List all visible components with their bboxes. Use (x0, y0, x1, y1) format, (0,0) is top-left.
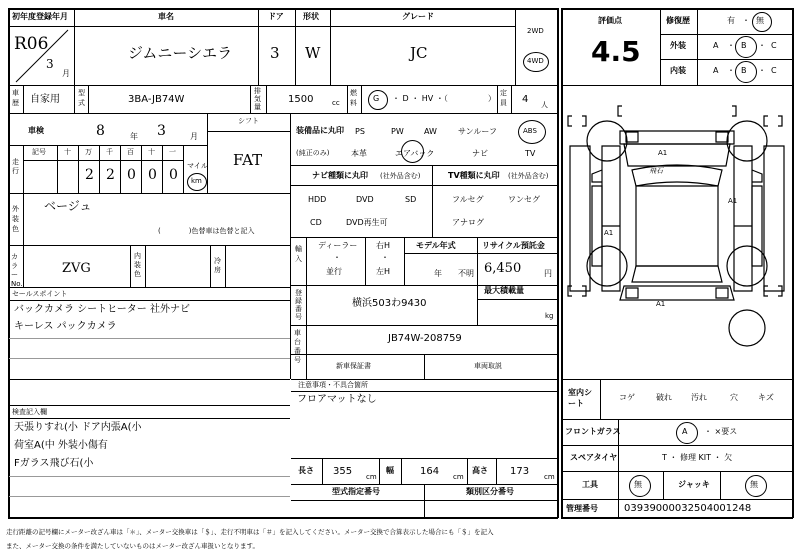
equip-leather: 本革 (351, 149, 367, 158)
recycle-value: 6,450 (484, 261, 522, 276)
inspector-line-1: 天張りすれ(小 ドア内張A(小 (14, 422, 142, 433)
model-code-value: 3BA-JB74W (128, 94, 185, 105)
displacement-value: 1500 (288, 94, 314, 105)
tv-oneseg: ワンセグ (508, 195, 540, 204)
model-year-label: モデル年式 (416, 241, 456, 250)
inspector-line-2: 荷室A(中 外装小傷有 (14, 440, 108, 451)
tv-type-sub: (社外品含む) (508, 172, 549, 180)
tv-type-label: TV種類に丸印 (448, 171, 500, 180)
shape-label: 形状 (303, 12, 319, 21)
door-value: 3 (270, 44, 280, 62)
km-unit: km (191, 177, 202, 185)
int-dot-2: ・ (758, 66, 766, 75)
max-load-label: 最大積載量 (484, 286, 524, 295)
width-value: 164 (420, 466, 440, 477)
recycle-unit: 円 (544, 269, 552, 278)
height-value: 173 (510, 466, 530, 477)
equip-airbag: エアバック (395, 149, 435, 158)
ac-label: 冷房 (214, 257, 221, 274)
mileage-digit-5: 0 (169, 167, 178, 183)
inspection-year-unit: 年 (130, 132, 138, 141)
class-no-label: 類別区分番号 (466, 487, 514, 496)
color-label: 外装色 (12, 205, 19, 233)
inspection-month-unit: 月 (190, 132, 198, 141)
repaint-note: ( )色替車は色替と記入 (158, 227, 255, 235)
footer-note-1: 走行距離の記号欄にメーター改ざん車は「＊」、メーター交換車は「＄」、走行不明車は「＃」を記入してください。メーター交換で合算表示した場合にも「＄」を記入 (6, 528, 494, 536)
car-damage-diagram (562, 86, 792, 379)
usage-label: 車歴 (12, 89, 19, 107)
capacity-unit: 人 (541, 101, 548, 109)
model-year-unknown: 不明 (458, 269, 474, 278)
vehicle-manual: 車両取説 (474, 362, 502, 370)
sales-line-2: キーレス パックカメラ (14, 321, 117, 332)
mile-unit: マイル (187, 162, 208, 170)
footer-note-2: また、メーター交換の条件を満たしていないものはメーター改ざん車扱いとなります。 (6, 542, 259, 550)
digit-head-4: 百 (127, 148, 134, 156)
digit-head-5: 十 (148, 148, 155, 156)
damage-mark-roof: 飛石 (649, 167, 663, 175)
inspection-year: 8 (96, 123, 105, 139)
interior-color-label: 内装色 (134, 252, 141, 278)
inspection-label: 車検 (28, 126, 44, 135)
shift-label: シフト (238, 117, 259, 125)
interior-label: 内装 (670, 66, 686, 75)
notes-value: フロアマットなし (297, 394, 377, 405)
notes-label: 注意事項・不具合箇所 (298, 381, 368, 389)
exterior-label: 外装 (670, 41, 686, 50)
displacement-label: 排気量 (254, 87, 261, 111)
int-a: A (713, 66, 719, 75)
equip-abs: ABS (523, 127, 537, 135)
mileage-label: 走行 (12, 158, 19, 175)
nav-dvd-play: DVD再生可 (346, 218, 388, 227)
int-c: C (771, 66, 777, 75)
width-unit: cm (453, 473, 464, 481)
color-value: ベージュ (44, 199, 92, 213)
repair-yes: 有 (727, 16, 735, 25)
damage-mark-right: A1 (728, 197, 738, 205)
first-reg-month-unit: 月 (62, 69, 70, 78)
score-value: 4.5 (591, 35, 641, 68)
mileage-digit-4: 0 (148, 167, 157, 183)
int-dot-1: ・ (727, 66, 735, 75)
capacity-label: 定員 (500, 89, 507, 107)
mgmt-value: 03939000032504001248 (624, 503, 752, 514)
seat-hole: 穴 (730, 393, 738, 402)
chassis-label: 車台番号 (294, 329, 301, 364)
capacity-value: 4 (522, 94, 529, 105)
import-left: 左H (376, 267, 391, 276)
inspector-label: 検査記入欄 (12, 408, 47, 416)
registration-label: 登録番号 (295, 289, 302, 321)
new-warranty: 新車保証書 (336, 362, 371, 370)
model-code-label: 型式 (78, 89, 85, 107)
length-value: 355 (333, 466, 353, 477)
length-unit: cm (366, 473, 377, 481)
first-reg-month: 3 (46, 57, 54, 71)
digit-head-1: 十 (64, 148, 71, 156)
digit-head-6: 一 (169, 148, 176, 156)
tv-analog: アナログ (452, 218, 484, 227)
model-name-label: 車名 (158, 12, 174, 21)
ext-c: C (771, 41, 777, 50)
damage-mark-rear: A1 (656, 300, 666, 308)
nav-hdd: HDD (308, 195, 327, 204)
repair-no: 無 (756, 16, 764, 25)
repair-history-label: 修復歴 (666, 16, 690, 25)
fuel-options: ・ D ・ HV ・（ ） (392, 94, 496, 103)
spare-tire-options: T ・ 修理 KIT ・ 欠 (662, 453, 733, 462)
repair-dot: ・ (742, 16, 750, 25)
length-label: 長さ (298, 466, 314, 475)
type-no-label: 型式指定番号 (332, 487, 380, 496)
ext-b: B (741, 41, 747, 50)
glass-a: A (682, 427, 688, 436)
equip-sunroof: サンルーフ (458, 127, 497, 136)
equipment-label: 装備品に丸印 (296, 126, 344, 135)
inspector-line-3: Fガラス飛び石(小 (14, 458, 94, 469)
width-label: 幅 (386, 466, 394, 475)
tv-fullseg: フルセグ (452, 195, 484, 204)
equip-ps: PS (355, 127, 365, 136)
cc-unit: cc (332, 99, 340, 107)
ext-a: A (713, 41, 719, 50)
height-label: 高さ (472, 466, 488, 475)
nav-type-sub: (社外品含む) (380, 172, 421, 180)
shape-value: W (305, 44, 321, 62)
mileage-digit-3: 0 (127, 167, 136, 183)
chassis-value: JB74W-208759 (388, 333, 462, 344)
int-b: B (741, 66, 747, 75)
spare-tire-label: スペアタイヤ (570, 453, 618, 462)
seat-burn: コゲ (619, 393, 635, 402)
fuel-g: G (373, 94, 380, 103)
digit-head-3: 千 (106, 148, 113, 156)
model-year-unit: 年 (434, 269, 442, 278)
equip-navi: ナビ (472, 149, 488, 158)
digit-head-2: 万 (85, 148, 92, 156)
first-reg-value: R06 (14, 34, 49, 54)
seat-scratch: キズ (758, 393, 774, 402)
registration-value: 横浜503わ9430 (352, 298, 427, 309)
nav-type-label: ナビ種類に丸印 (312, 171, 368, 180)
damage-mark-hood: A1 (658, 149, 668, 157)
equipment-sub: (純正のみ) (296, 149, 330, 157)
ext-dot-2: ・ (758, 41, 766, 50)
shift-value: FAT (233, 151, 263, 169)
kg-unit: kg (545, 312, 554, 320)
nav-cd: CD (310, 218, 322, 227)
usage-value: 自家用 (30, 94, 60, 105)
jack-value: 無 (750, 480, 758, 489)
damage-mark-left: A1 (604, 229, 614, 237)
score-label: 評価点 (598, 16, 622, 25)
mileage-sym-label: 記号 (32, 148, 46, 156)
nav-dvd: DVD (356, 195, 374, 204)
import-right: 右H (376, 241, 391, 250)
mgmt-label: 管理番号 (566, 504, 598, 513)
first-reg-label: 初年度登録年月 (12, 12, 68, 21)
seat-stain: 汚れ (691, 393, 707, 402)
import-dot-2: ・ (381, 253, 389, 262)
inspection-month: 3 (157, 123, 166, 139)
nav-sd: SD (405, 195, 417, 204)
grade-value: JC (410, 44, 428, 62)
seat-label: 室内シート (568, 388, 592, 408)
tools-label: 工具 (582, 480, 598, 489)
jack-label: ジャッキ (678, 480, 710, 489)
ext-dot-1: ・ (727, 41, 735, 50)
drive-2wd: 2WD (527, 27, 544, 35)
drive-4wd: 4WD (527, 57, 544, 65)
model-name-value: ジムニーシエラ (128, 44, 233, 62)
fuel-label: 燃料 (350, 89, 357, 107)
import-label: 輸入 (295, 245, 302, 263)
tools-value: 無 (634, 480, 642, 489)
recycle-label: リサイクル預託金 (482, 241, 545, 250)
equip-pw: PW (391, 127, 404, 136)
mileage-digit-2: 2 (106, 167, 115, 183)
sales-line-1: バックカメラ シートヒーター 社外ナビ (14, 304, 190, 315)
color-code-label: カラーNo. (11, 253, 23, 288)
import-parallel: 並行 (326, 267, 342, 276)
equip-tv: TV (525, 149, 536, 158)
sales-label: セールスポイント (12, 290, 68, 298)
glass-rest: ・ ×要ス (704, 427, 738, 436)
grade-label: グレード (402, 12, 434, 21)
front-glass-label: フロントガラス (565, 427, 621, 436)
mileage-digit-1: 2 (85, 167, 94, 183)
equip-aw: AW (424, 127, 437, 136)
import-dealer: ディーラー (318, 241, 358, 250)
seat-tear: 破れ (656, 393, 672, 402)
door-label: ドア (268, 12, 284, 21)
import-dot: ・ (333, 253, 341, 262)
color-code-value: ZVG (62, 261, 91, 276)
height-unit: cm (544, 473, 555, 481)
